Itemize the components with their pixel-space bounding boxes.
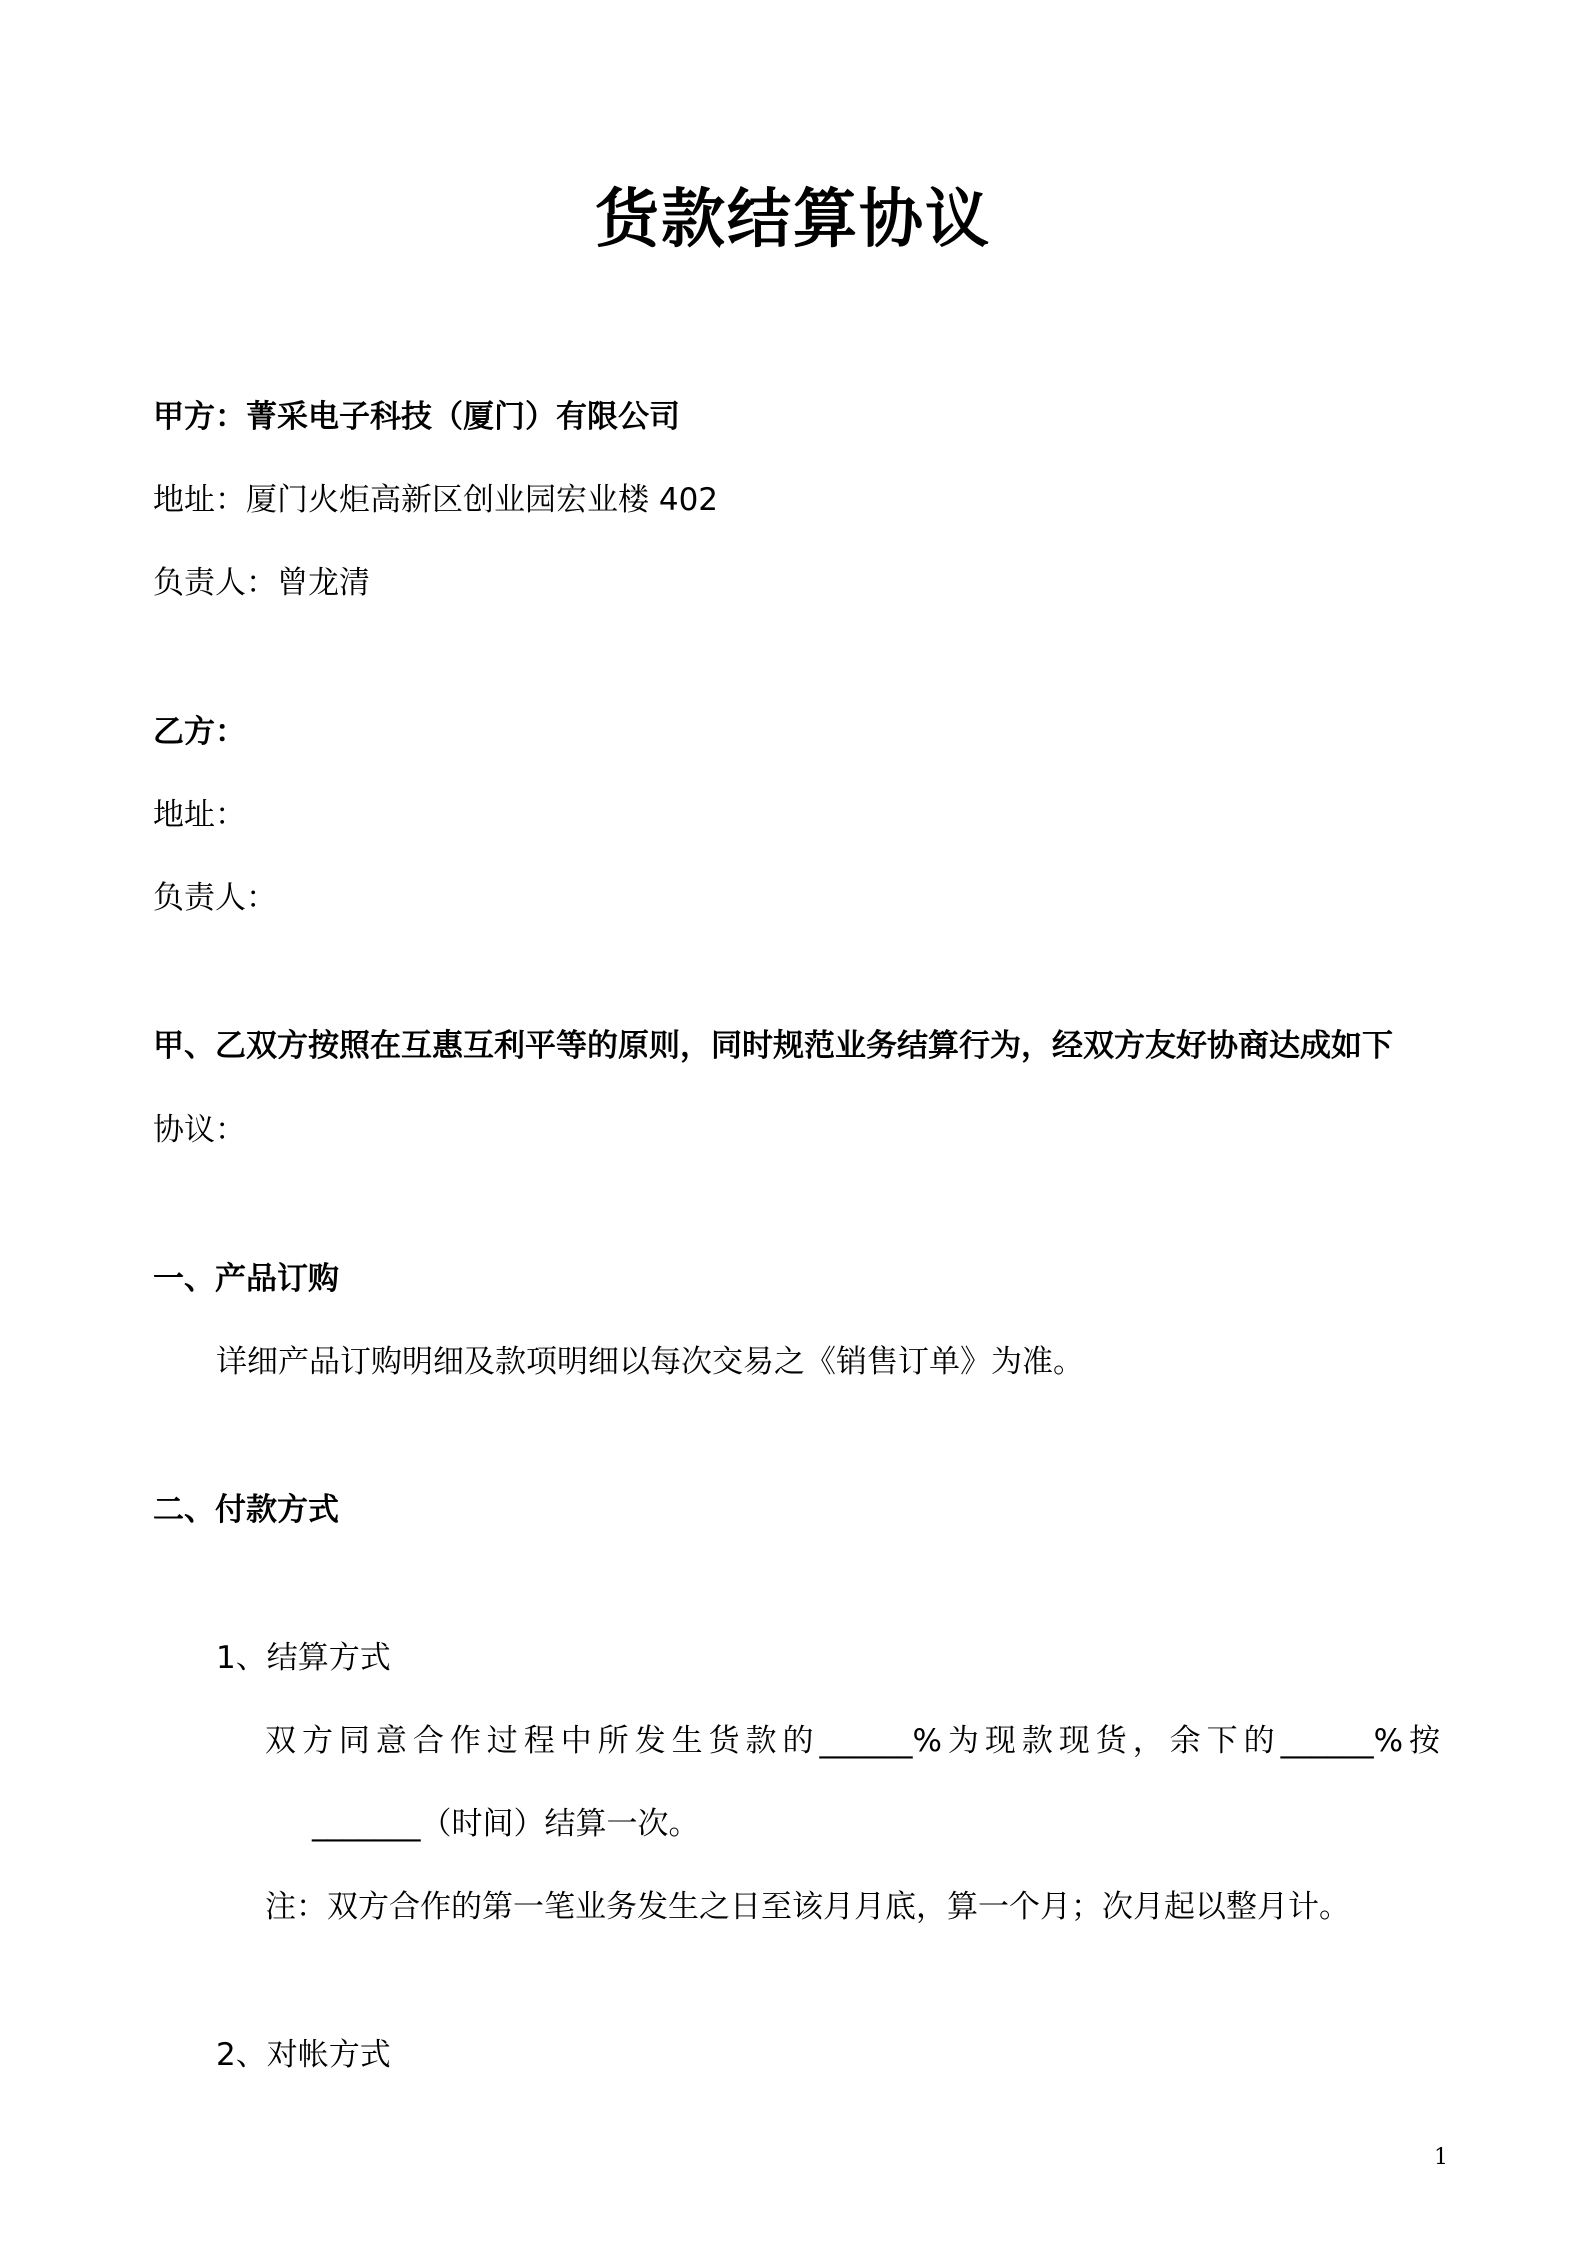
party-a-name: 甲方：菁采电子科技（厦门）有限公司	[153, 399, 680, 435]
party-b-contact: 负责人：	[153, 880, 277, 916]
document-title: 货款结算协议	[595, 183, 991, 257]
party-b-name: 乙方：	[153, 714, 246, 750]
page-number: 1	[1434, 2145, 1448, 2170]
section-1-heading: 一、产品订购	[153, 1261, 339, 1297]
preamble-line-1: 甲、乙双方按照在互惠互利平等的原则，同时规范业务结算行为，经双方友好协商达成如下	[153, 1028, 1393, 1064]
settlement-note: 注：双方合作的第一笔业务发生之日至该月月底，算一个月；次月起以整月计。	[265, 1889, 1350, 1925]
subsection-2-2-heading: 2、对帐方式	[216, 2037, 391, 2073]
section-1-body: 详细产品订购明细及款项明细以每次交易之《销售订单》为准。	[216, 1344, 1084, 1380]
preamble-line-2: 协议：	[153, 1112, 246, 1148]
party-b-address: 地址：	[153, 797, 246, 833]
party-a-contact: 负责人：曾龙清	[153, 565, 370, 601]
party-a-address: 地址：厦门火炬高新区创业园宏业楼 402	[153, 482, 719, 518]
settlement-terms-line-2: _______（时间）结算一次。	[312, 1806, 700, 1842]
section-2-heading: 二、付款方式	[153, 1492, 339, 1528]
settlement-terms-line-1: 双方同意合作过程中所发生货款的______%为现款现货，余下的______%按	[265, 1723, 1440, 1759]
subsection-2-1-heading: 1、结算方式	[216, 1640, 391, 1676]
